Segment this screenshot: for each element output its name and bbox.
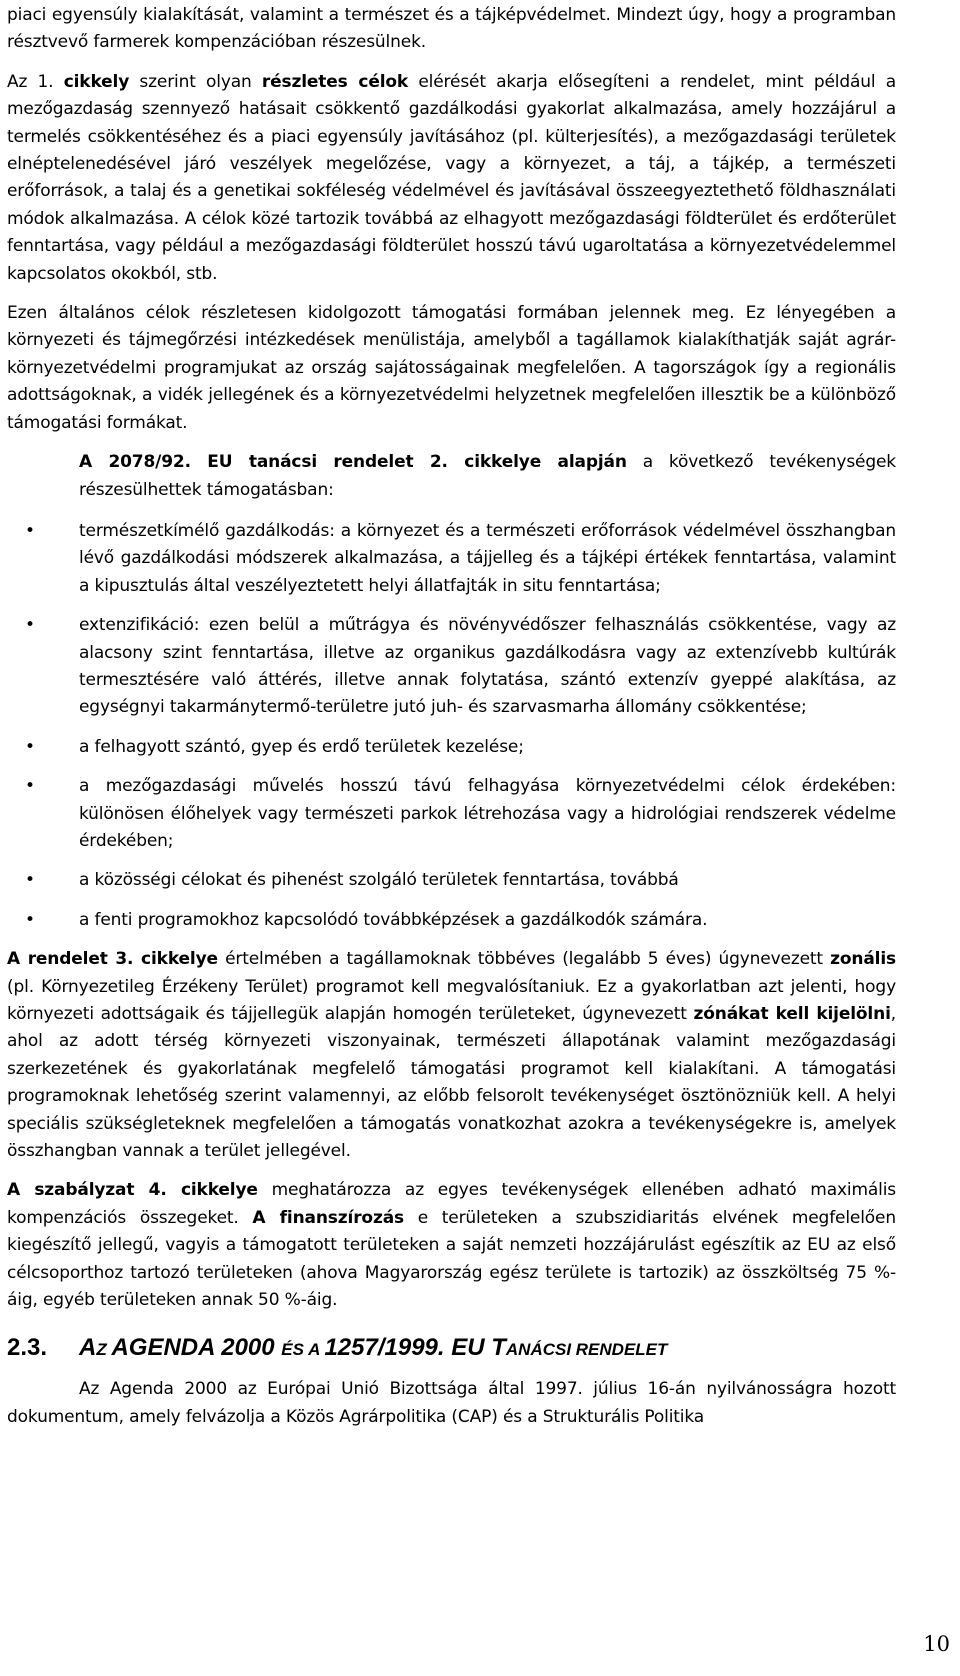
section-number: 2.3. (7, 1334, 48, 1362)
paragraph-agenda-2000: Az Agenda 2000 az Európai Unió Bizottsága által 1997. július 16-án nyilvánosságra hozott dokumentum, amely felvázolja a Közös Agrárpolitika (CAP) és a Strukturális Politika (7, 1379, 896, 1427)
bullet-icon: • (25, 909, 35, 930)
paragraph-general-goals: Ezen általános célok részletesen kidolgozott támogatási formában jelennek meg. Ez lényegében a környezeti és tájmegőrzési intézkedések menülistája, amelyből a tagállamok kialakíthatják saját agrár-környezetvédelmi programjukat az ország sajátosságainak megfelelően. A tagországok így a regionális adottságoknak, a vidék jellegének és a környezetvédelmi helyzetnek megfelelően illesztik be a különböző támogatási formákat. (7, 303, 896, 433)
bullet-icon: • (25, 520, 35, 541)
list-item: • a felhagyott szántó, gyep és erdő területek kezelése; (7, 734, 896, 761)
list-item: • a fenti programokhoz kapcsolódó továbbképzések a gazdálkodók számára. (7, 907, 896, 934)
section-heading (7, 1334, 896, 1368)
list-item: • természetkímélő gazdálkodás: a környezet és a természeti erőforrások védelmével összhangban lévő gazdálkodási módszerek alkalmazása, a tájjelleg és a tájképi értékek fenntartása, valamint a kipusztulás által veszélyeztetett helyi állatfajták in situ fenntartása; (7, 518, 896, 600)
list-item: • a közösségi célokat és pihenést szolgáló területek fenntartása, továbbá (7, 867, 896, 894)
section-title: AZ AGENDA 2000 ÉS A 1257/1999. EU TANÁCSI RENDELET (79, 1334, 668, 1362)
supported-activities-list (7, 518, 896, 934)
bullet-icon: • (25, 776, 35, 797)
paragraph-article-4: A szabályzat 4. cikkelye meghatározza az egyes tevékenységek ellenében adható maximális kompenzációs összegeket. A finanszírozás e területeken a szubszidiaritás elvének megfelelően kiegészítő jellegű, vagyis a támogatott területeken a saját nemzeti hozzájárulást egészítik az EU az első célcsoporthoz tartozó területeken (ahova Magyarország egész területe is tartozik) az összköltség 75 %-áig, egyéb területeken annak 50 %-áig. (7, 1180, 896, 1311)
bullet-icon: • (25, 615, 35, 636)
paragraph-intro: piaci egyensúly kialakítását, valamint a természet és a tájképvédelmet. Mindezt úgy, hogy a programban résztvevő farmerek kompenzációban részesülnek. (7, 5, 896, 53)
paragraph-regulation-2078: A 2078/92. EU tanácsi rendelet 2. cikkelye alapján a következő tevékenységek részesülhettek támogatásban: (79, 452, 896, 500)
bullet-icon: • (25, 870, 35, 891)
list-item: • extenzifikáció: ezen belül a műtrágya és növényvédőszer felhasználás csökkentése, vagy az alacsony szint fenntartása, illetve az organikus gazdálkodásra vagy az extenzívebb kultúrák termesztésére való áttérés, illetve annak folytatása, szántó extenzív gyeppé alakítása, az egységnyi takarmánytermő-területre jutó juh- és szarvasmarha állomány csökkentése; (7, 612, 896, 722)
list-item: • a mezőgazdasági művelés hosszú távú felhagyása környezetvédelmi célok érdekében: különösen élőhelyek vagy természeti parkok létrehozása vagy a hidrológiai rendszerek védelme érdekében; (7, 773, 896, 855)
paragraph-article-3: A rendelet 3. cikkelye értelmében a tagállamoknak többéves (legalább 5 éves) úgynevezett zonális (pl. Környezetileg Érzékeny Terület) programot kell megvalósítaniuk. Ez a gyakorlatban azt jelenti, hogy környezeti adottságaik és tájjellegük alapján homogén területeket, úgynevezett zónákat kell kijelölni, ahol az adott térség környezeti viszonyainak, természeti állapotának valamint mezőgazdasági szerkezetének és gyakorlatának megfelelő támogatási programot kell kialakítani. A támogatási programoknak lehetőség szerint valamennyi, az előbb felsorolt tevékenységet ösztönözniük kell. A helyi speciális szükségleteknek megfelelően a támogatás vonatkozhat azokra a tevékenységekre is, amelyek összhangban vannak a terület jellegével. (7, 949, 897, 1162)
page-number: 10 (923, 1632, 950, 1656)
paragraph-article-1: Az 1. cikkely szerint olyan részletes célok elérését akarja elősegíteni a rendelet, mint például a mezőgazdaság szennyező hatásait csökkentő gazdálkodási gyakorlat alkalmazása, amely hozzájárul a termelés csökkentéséhez és a piaci egyensúly javításához (pl. külterjesítés), a mezőgazdasági területek elnéptelenedésével járó veszélyek megelőzése, vagy a környezet, a táj, a tájkép, a természeti erőforrások, a talaj és a genetikai sokféleség védelmével és javításával összeegyeztethető földhasználati módok alkalmazása. A célok közé tartozik továbbá az elhagyott mezőgazdasági földterület és erdőterület fenntartása, vagy például a mezőgazdasági földterület hosszú távú ugaroltatása a környezetvédelemmel kapcsolatos okokból, stb. (7, 71, 896, 284)
bullet-icon: • (25, 736, 35, 757)
document-page (7, 2, 896, 1431)
